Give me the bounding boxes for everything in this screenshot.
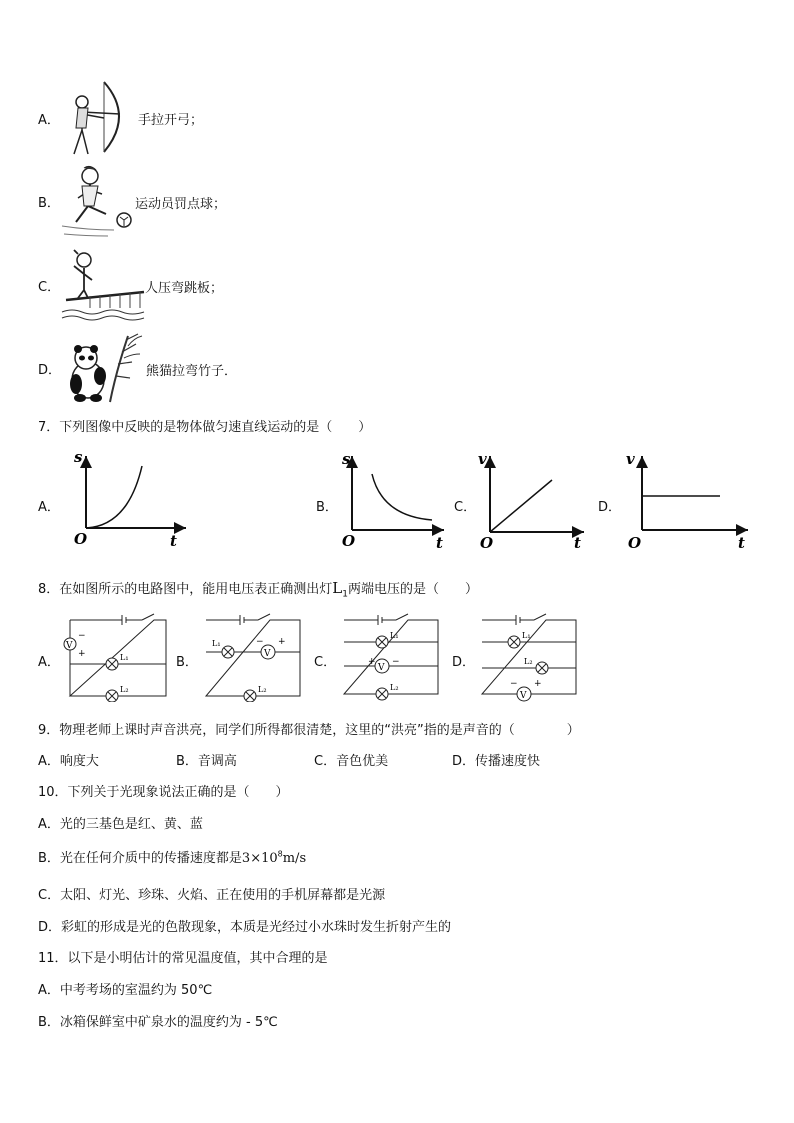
speed-unit: m/s xyxy=(282,851,307,866)
q7-graph-d xyxy=(624,450,754,550)
origin-label: O xyxy=(480,534,494,550)
q8-circuit-b xyxy=(200,612,306,702)
q7-letter-c: C． xyxy=(454,500,477,515)
lamp-label: L₁ xyxy=(212,639,221,648)
plus-label: + xyxy=(534,679,542,689)
q10-option-b xyxy=(38,847,306,866)
q8-letter-c: C． xyxy=(314,655,337,670)
lamp-label: L₂ xyxy=(258,685,267,694)
diver-icon xyxy=(60,248,146,324)
origin-label: O xyxy=(342,532,356,550)
option-text: B．光在任何介质中的传播速度都是 xyxy=(38,851,242,866)
q10-stem: 10．下列关于光现象说法正确的是（ ） xyxy=(38,785,289,800)
q11-option-b: B．冰箱保鲜室中矿泉水的温度约为 - 5℃ xyxy=(38,1015,278,1030)
y-axis-label: v xyxy=(626,450,635,468)
minus-label: − xyxy=(392,657,400,667)
minus-label: − xyxy=(510,679,518,689)
lamp-label: L₂ xyxy=(390,683,399,692)
q10-option-c: C．太阳、灯光、珍珠、火焰、正在使用的手机屏幕都是光源 xyxy=(38,888,386,903)
voltmeter-label: V xyxy=(66,641,73,651)
graph-curve xyxy=(86,466,142,528)
y-axis-label: s xyxy=(74,450,83,466)
option-text: 熊猫拉弯竹子． xyxy=(146,364,238,379)
q8-letter-b: B． xyxy=(176,655,198,670)
lamp-label: L₁ xyxy=(390,631,399,640)
stem-suffix: 两端电压的是（ ） xyxy=(347,582,478,597)
q7-letter-b: B． xyxy=(316,500,338,515)
archer-icon xyxy=(64,78,134,158)
x-axis-label: t xyxy=(170,532,177,550)
origin-label: O xyxy=(628,534,642,550)
graph-curve xyxy=(372,474,432,520)
q7-stem: 7．下列图像中反映的是物体做匀速直线运动的是（ ） xyxy=(38,420,372,435)
x-axis-label: t xyxy=(574,534,581,550)
minus-label: − xyxy=(256,637,264,647)
q7-graph-c xyxy=(476,450,590,550)
q9-stem: 9．物理老师上课时声音洪亮，同学们所得都很清楚，这里的“洪亮”指的是声音的（ ） xyxy=(38,723,580,738)
lamp-label: L₂ xyxy=(524,657,533,666)
q7-graph-b xyxy=(338,450,450,550)
q8-circuit-d xyxy=(476,606,582,702)
plus-label: + xyxy=(278,637,286,647)
graph-curve xyxy=(490,480,552,532)
option-text: 人压弯跳板； xyxy=(145,281,224,296)
option-text: 运动员罚点球； xyxy=(135,197,227,212)
q9-option-a: A．响度大 xyxy=(38,754,99,769)
voltmeter-label: V xyxy=(378,663,385,673)
q8-circuit-c xyxy=(338,606,444,702)
lamp-label: L₂ xyxy=(120,685,129,694)
x-axis-label: t xyxy=(436,534,443,550)
q8-letter-a: A． xyxy=(38,655,60,670)
y-axis-label: s xyxy=(342,450,351,468)
q7-letter-d: D． xyxy=(598,500,622,515)
q8-stem xyxy=(38,578,478,600)
option-letter: B． xyxy=(38,196,60,211)
minus-label: − xyxy=(78,631,86,641)
option-letter: C． xyxy=(38,280,61,295)
panda-bamboo-icon xyxy=(66,332,146,404)
speed-exponent: 8 xyxy=(277,849,283,859)
lamp-label: L₁ xyxy=(120,653,129,662)
lamp-subscript: 1 xyxy=(342,589,348,600)
x-axis-label: t xyxy=(738,534,745,550)
voltmeter-label: V xyxy=(264,649,271,659)
q9-option-b: B．音调高 xyxy=(176,754,237,769)
q10-option-d: D．彩虹的形成是光的色散现象，本质是光经过小水珠时发生折射产生的 xyxy=(38,920,452,935)
q9-option-c: C．音色优美 xyxy=(314,754,389,769)
stem-prefix: 8．在如图所示的电路图中，能用电压表正确测出灯 xyxy=(38,582,333,597)
voltmeter-label: V xyxy=(520,691,527,701)
plus-label: + xyxy=(78,649,86,659)
lamp-symbol: L xyxy=(332,579,343,597)
q8-circuit-a xyxy=(62,612,170,702)
plus-label: + xyxy=(368,657,376,667)
option-letter: D． xyxy=(38,363,62,378)
speed-value: 3×10 xyxy=(241,851,278,866)
option-text: 手拉开弓； xyxy=(138,113,204,128)
soccer-player-icon xyxy=(58,164,134,238)
q7-graph-a xyxy=(68,450,192,550)
q9-option-d: D．传播速度快 xyxy=(452,754,541,769)
y-axis-label: v xyxy=(478,450,487,468)
q11-stem: 11．以下是小明估计的常见温度值，其中合理的是 xyxy=(38,951,328,966)
lamp-label: L₁ xyxy=(522,631,531,640)
q8-letter-d: D． xyxy=(452,655,476,670)
q10-option-a: A．光的三基色是红、黄、蓝 xyxy=(38,817,203,832)
q11-option-a: A．中考考场的室温约为 50℃ xyxy=(38,983,213,998)
origin-label: O xyxy=(74,530,88,548)
q7-letter-a: A． xyxy=(38,500,60,515)
option-letter: A． xyxy=(38,113,60,128)
